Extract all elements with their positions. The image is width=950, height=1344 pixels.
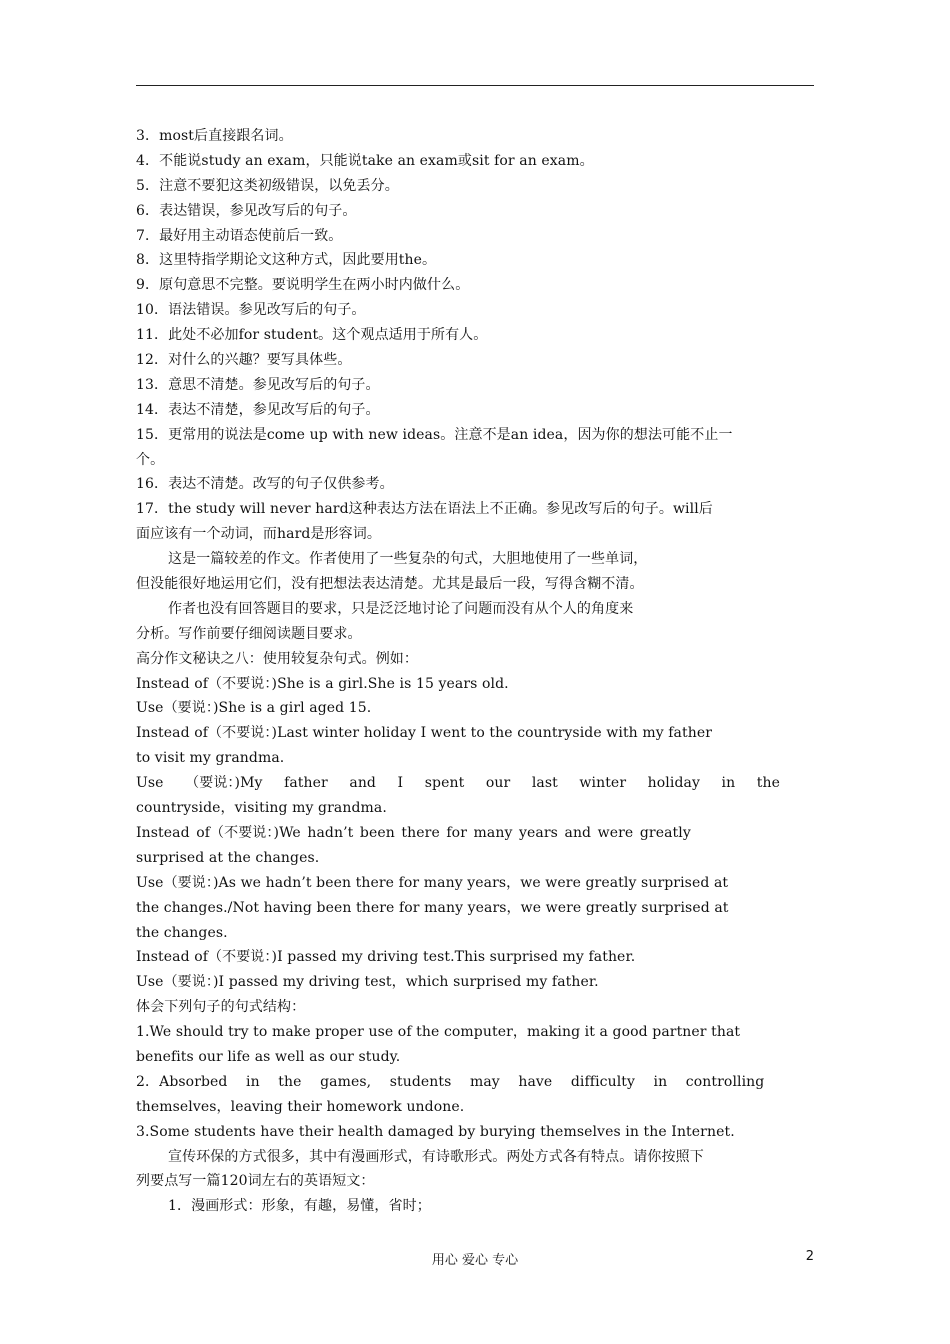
practice-3: 3.Some students have their health damaged by burying themselves in the Internet.	[136, 1123, 735, 1140]
practice-1: 1.We should try to make proper use of the computer，making it a good partner that	[136, 1024, 741, 1041]
comment-paragraph-2-cont: 分析。写作前要仔细阅读题目要求。	[136, 625, 362, 642]
note-12: 12．对什么的兴趣？要写具体些。	[136, 352, 352, 369]
example-3-use-cont: the changes./Not having been there for many years，we were greatly surprised at	[136, 899, 729, 916]
note-6: 6．表达错误，参见改写后的句子。	[136, 202, 357, 219]
page-number: 2	[805, 1249, 814, 1264]
note-17: 17．the study will never hard这种表达方法在语法上不正确。参见改写后的句子。will后	[136, 501, 713, 518]
note-14: 14．表达不清楚，参见改写后的句子。	[136, 401, 380, 418]
note-8: 8．这里特指学期论文这种方式，因此要用the。	[136, 252, 437, 269]
note-16: 16．表达不清楚。改写的句子仅供参考。	[136, 476, 394, 493]
note-5: 5．注意不要犯这类初级错误，以免丢分。	[136, 177, 399, 194]
note-3: 3．most后直接跟名词。	[136, 128, 293, 144]
note-15-cont: 个。	[136, 451, 165, 468]
example-2-instead-cont: to visit my grandma.	[136, 750, 285, 767]
note-9: 9．原句意思不完整。要说明学生在两小时内做什么。	[136, 277, 470, 294]
document-body	[136, 124, 814, 1219]
note-17-cont: 面应该有一个动词，而hard是形容词。	[136, 526, 381, 543]
practice-heading: 体会下列句子的句式结构：	[136, 999, 306, 1016]
example-3-use: Use（要说：)As we hadn’t been there for many years，we were greatly surprised at	[136, 874, 729, 891]
comment-paragraph-2: 作者也没有回答题目的要求，只是泛泛地讨论了问题而没有从个人的角度来	[168, 600, 634, 617]
page-footer	[0, 1249, 950, 1269]
example-2-instead: Instead of（不要说：)Last winter holiday I went to the countryside with my father	[136, 725, 713, 742]
practice-1-cont: benefits our life as well as our study.	[136, 1048, 401, 1065]
tip-heading: 高分作文秘诀之八：使用较复杂句式。例如：	[136, 650, 418, 667]
practice-2-cont: themselves，leaving their homework undone.	[136, 1098, 465, 1115]
example-4-use: Use（要说：)I passed my driving test，which surprised my father.	[136, 974, 599, 991]
example-3-instead-cont: surprised at the changes.	[136, 849, 320, 866]
example-1-use: Use（要说：)She is a girl aged 15.	[136, 700, 372, 717]
footer-slogan: 用心 爱心 专心	[431, 1253, 519, 1268]
writing-task: 宣传环保的方式很多，其中有漫画形式，有诗歌形式。两处方式各有特点。请你按照下	[168, 1148, 704, 1165]
example-2-use: Use （要说：)My father and I spent our last winter holiday in the	[136, 775, 780, 792]
note-11: 11．此处不必加for student。这个观点适用于所有人。	[136, 327, 488, 344]
header-rule	[136, 85, 814, 86]
comment-paragraph-1: 这是一篇较差的作文。作者使用了一些复杂的句式，大胆地使用了一些单词，	[168, 551, 648, 568]
note-15: 15．更常用的说法是come up with new ideas。注意不是an idea，因为你的想法可能不止一	[136, 426, 733, 443]
example-1-instead: Instead of（不要说：)She is a girl.She is 15 years old.	[136, 675, 509, 692]
note-7: 7．最好用主动语态使前后一致。	[136, 227, 343, 244]
example-3-instead: Instead of（不要说：)We hadn’t been there for many years and were greatly	[136, 824, 691, 841]
example-3-use-end: the changes.	[136, 924, 228, 941]
note-4: 4．不能说study an exam，只能说take an exam或sit for an exam。	[136, 152, 594, 169]
example-2-use-cont: countryside，visiting my grandma.	[136, 800, 387, 817]
writing-task-cont: 列要点写一篇120词左右的英语短文：	[136, 1173, 375, 1190]
practice-2: 2．Absorbed in the games, students may have difficulty in controlling	[136, 1073, 765, 1090]
writing-point-1: 1．漫画形式：形象，有趣，易懂，省时；	[168, 1198, 431, 1215]
note-13: 13．意思不清楚。参见改写后的句子。	[136, 376, 380, 393]
note-10: 10．语法错误。参见改写后的句子。	[136, 302, 366, 319]
comment-paragraph-1-cont: 但没能很好地运用它们，没有把想法表达清楚。尤其是最后一段，写得含糊不清。	[136, 576, 644, 593]
example-4-instead: Instead of（不要说：)I passed my driving test.This surprised my father.	[136, 949, 636, 966]
